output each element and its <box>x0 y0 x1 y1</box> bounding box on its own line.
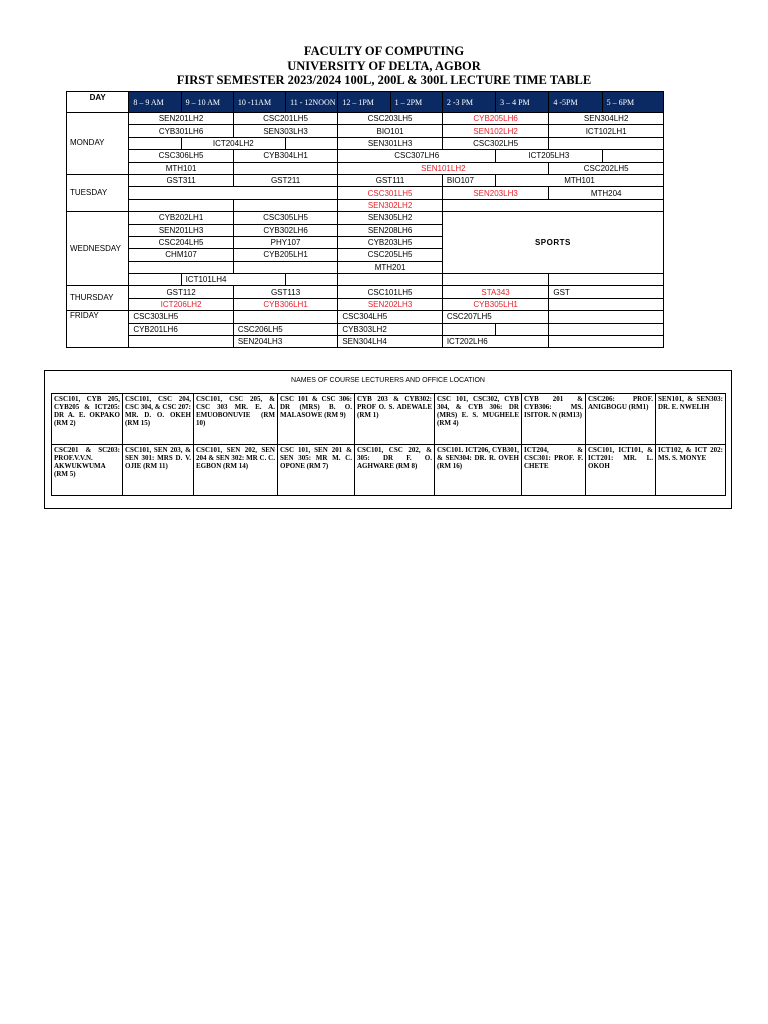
empty-cell <box>233 162 338 174</box>
class-cell: CSC202LH5 <box>549 162 664 174</box>
class-cell: SEN201LH3 <box>129 224 234 236</box>
empty-cell <box>129 187 338 199</box>
class-cell: CYB205LH6 <box>442 113 549 125</box>
empty-cell <box>129 261 234 273</box>
friday-row-2 <box>67 323 664 335</box>
class-cell: CYB302LH6 <box>233 224 338 236</box>
lecturer-cell: CSC 101 & CSC 306: DR (MRS) B. O. MALASOWE (RM 9) <box>278 394 355 445</box>
class-cell: SEN301LH3 <box>338 137 443 149</box>
lecturer-cell: CSC101, SEN 203, & SEN 301: MRS D. V. OJIE (RM 11) <box>123 445 194 496</box>
wednesday-row-1 <box>67 212 664 224</box>
class-cell: ICT202LH6 <box>442 336 549 348</box>
class-cell: MTH101 <box>496 174 664 186</box>
document-title <box>0 44 768 88</box>
class-cell: CYB306LH1 <box>233 298 338 310</box>
wednesday-row-6 <box>67 274 664 286</box>
lecturer-cell: CSC101, CSC 202, & 305: DR F. O. AGHWARE (RM 8) <box>355 445 435 496</box>
lecturer-cell: CSC101, CYB 205, CYB205 & ICT205: DR A. E. OKPAKO (RM 2) <box>52 394 123 445</box>
class-cell: CSC303LH5 <box>129 311 234 323</box>
lecturers-row-2 <box>52 445 726 496</box>
slot-header: 12 – 1PM <box>338 92 390 113</box>
lecturer-cell: CSC101, ICT101, & ICT201: MR. L. OKOH <box>586 445 656 496</box>
class-cell: STA343 <box>442 286 549 298</box>
slot-header: 1 – 2PM <box>390 92 442 113</box>
class-cell: CYB301LH6 <box>129 125 234 137</box>
class-cell: SEN304LH2 <box>549 113 664 125</box>
timetable-heading: FIRST SEMESTER 2023/2024 100L, 200L & 300L LECTURE TIME TABLE <box>176 73 592 87</box>
class-cell: CYB304LH1 <box>233 150 338 162</box>
class-cell: CSC206LH5 <box>233 323 338 335</box>
empty-cell <box>549 323 664 335</box>
class-cell: SEN101LH2 <box>338 162 549 174</box>
slot-header: 2 -3 PM <box>442 92 495 113</box>
lecturer-cell: CSC101, CSC 205, & CSC 303 MR. E. A. EMUOBONUVIE (RM 10) <box>194 394 278 445</box>
faculty-heading: FACULTY OF COMPUTING <box>303 44 465 58</box>
lecturer-cell: SEN101, & SEN303: DR. E. NWELIH <box>656 394 726 445</box>
slot-header: 10 -11AM <box>233 92 285 113</box>
lecturer-cell: CSC201 & SC203: PROF.V.V.N. AKWUKWUMA (RM 5) <box>52 445 123 496</box>
friday-row-3 <box>67 336 664 348</box>
class-cell: CYB202LH1 <box>129 212 234 224</box>
tuesday-row-1 <box>67 174 664 186</box>
class-cell: SEN201LH2 <box>129 113 234 125</box>
empty-cell <box>549 336 664 348</box>
class-cell: CYB201LH6 <box>129 323 234 335</box>
class-cell: PHY107 <box>233 236 338 248</box>
class-cell: ICT101LH4 <box>181 274 286 286</box>
class-cell: CYB203LH5 <box>338 236 443 248</box>
class-cell: GST111 <box>338 174 443 186</box>
monday-row-1 <box>67 113 664 125</box>
day-monday: MONDAY <box>67 113 129 175</box>
slot-header: 4 -5PM <box>549 92 602 113</box>
lecturer-cell: ICT204, & CSC301: PROF. F. CHETE <box>522 445 586 496</box>
class-cell: CYB205LH1 <box>233 249 338 261</box>
empty-cell <box>129 274 181 286</box>
empty-cell <box>549 298 664 310</box>
empty-cell <box>338 274 443 286</box>
lecturer-cell: CSC 101, CSC302, CYB 304, & CYB 306: DR (MRS) E. S. MUGHELE (RM 4) <box>435 394 522 445</box>
empty-cell <box>233 261 338 273</box>
day-thursday: THURSDAY <box>67 286 129 311</box>
monday-row-3 <box>67 137 664 149</box>
slot-header: 11 - 12NOON <box>286 92 338 113</box>
class-cell: CYB305LH1 <box>442 298 549 310</box>
class-cell: CSC302LH5 <box>442 137 549 149</box>
class-cell: SEN102LH2 <box>442 125 549 137</box>
class-cell: ICT204LH2 <box>181 137 286 149</box>
lecturer-cell: CSC101. ICT206, CYB301, & SEN304: DR. R. OVEH (RM 16) <box>435 445 522 496</box>
tuesday-row-3 <box>67 199 664 211</box>
empty-cell <box>233 199 338 211</box>
empty-cell <box>602 150 663 162</box>
sports-block: SPORTS <box>442 212 663 274</box>
class-cell: SEN305LH2 <box>338 212 443 224</box>
empty-cell <box>442 199 663 211</box>
thursday-row-1 <box>67 286 664 298</box>
lecturer-cell: CYB 201 & CYB306: MS. ISITOR. N (RM13) <box>522 394 586 445</box>
class-cell: CHM107 <box>129 249 234 261</box>
slot-header: 8 – 9 AM <box>129 92 181 113</box>
lecturer-cell: CYB 203 & CYB302: PROF O. S. ADEWALE (RM 1) <box>355 394 435 445</box>
empty-cell <box>549 137 664 149</box>
class-cell: ICT205LH3 <box>496 150 603 162</box>
class-cell: SEN204LH3 <box>233 336 338 348</box>
empty-cell <box>286 274 338 286</box>
lecturers-title: NAMES OF COURSE LECTURERS AND OFFICE LOCATION <box>291 377 485 384</box>
lecturer-cell: CSC101, CSC 204, CSC 304, & CSC 207: MR. D. O. OKEH (RM 15) <box>123 394 194 445</box>
lecturers-table <box>51 393 726 496</box>
slot-header: 3 – 4 PM <box>496 92 549 113</box>
thursday-row-2 <box>67 298 664 310</box>
class-cell: MTH204 <box>549 187 664 199</box>
class-cell: ICT206LH2 <box>129 298 234 310</box>
day-tuesday: TUESDAY <box>67 174 129 211</box>
empty-cell <box>233 311 338 323</box>
tuesday-row-2 <box>67 187 664 199</box>
university-heading: UNIVERSITY OF DELTA, AGBOR <box>287 58 481 73</box>
class-cell: GST <box>549 286 664 298</box>
lecturer-cell: CSC101, SEN 202, SEN 204 & SEN 302: MR C. C. EGBON (RM 14) <box>194 445 278 496</box>
class-cell: SEN303LH3 <box>233 125 338 137</box>
monday-row-5 <box>67 162 664 174</box>
lecturers-section <box>44 370 732 509</box>
lecturers-row-1 <box>52 394 726 445</box>
empty-cell <box>286 137 338 149</box>
class-cell: SEN202LH3 <box>338 298 443 310</box>
empty-cell <box>549 274 664 286</box>
empty-cell <box>549 311 664 323</box>
class-cell: CSC205LH5 <box>338 249 443 261</box>
class-cell: CYB303LH2 <box>338 323 443 335</box>
lecturer-cell: ICT102, & ICT 202: MS. S. MONYE <box>656 445 726 496</box>
class-cell: CSC207LH5 <box>442 311 549 323</box>
timetable-header-row <box>67 92 664 113</box>
empty-cell <box>129 336 234 348</box>
class-cell: MTH101 <box>129 162 234 174</box>
empty-cell <box>442 323 495 335</box>
class-cell: ICT102LH1 <box>549 125 664 137</box>
class-cell: GST113 <box>233 286 338 298</box>
class-cell: BIO101 <box>338 125 443 137</box>
empty-cell <box>496 323 549 335</box>
monday-row-4 <box>67 150 664 162</box>
monday-row-2 <box>67 125 664 137</box>
lecturer-cell: CSC 101, SEN 201 & SEN 305: MR M. C. OPONE (RM 7) <box>278 445 355 496</box>
class-cell: SEN203LH3 <box>442 187 549 199</box>
class-cell: MTH201 <box>338 261 443 273</box>
class-cell: BIO107 <box>442 174 495 186</box>
class-cell: SEN302LH2 <box>338 199 443 211</box>
class-cell: GST112 <box>129 286 234 298</box>
slot-header: 5 – 6PM <box>602 92 663 113</box>
lecture-timetable <box>66 91 664 348</box>
empty-cell <box>129 199 234 211</box>
class-cell: GST311 <box>129 174 234 186</box>
day-friday: FRIDAY <box>67 311 129 348</box>
day-wednesday: WEDNESDAY <box>67 212 129 286</box>
class-cell: CSC307LH6 <box>338 150 496 162</box>
class-cell: CSC201LH5 <box>233 113 338 125</box>
class-cell: CSC304LH5 <box>338 311 443 323</box>
friday-row-1 <box>67 311 664 323</box>
class-cell: CSC101LH5 <box>338 286 443 298</box>
class-cell: GST211 <box>233 174 338 186</box>
class-cell: CSC203LH5 <box>338 113 443 125</box>
empty-cell <box>129 137 181 149</box>
empty-cell <box>442 274 549 286</box>
class-cell: SEN304LH4 <box>338 336 443 348</box>
class-cell: CSC305LH5 <box>233 212 338 224</box>
class-cell: CSC301LH5 <box>338 187 443 199</box>
lecturer-cell: CSC206: PROF. ANIGBOGU (RM1) <box>586 394 656 445</box>
day-header: DAY <box>67 92 129 113</box>
slot-header: 9 – 10 AM <box>181 92 233 113</box>
class-cell: SEN208LH6 <box>338 224 443 236</box>
class-cell: CSC306LH5 <box>129 150 234 162</box>
class-cell: CSC204LH5 <box>129 236 234 248</box>
